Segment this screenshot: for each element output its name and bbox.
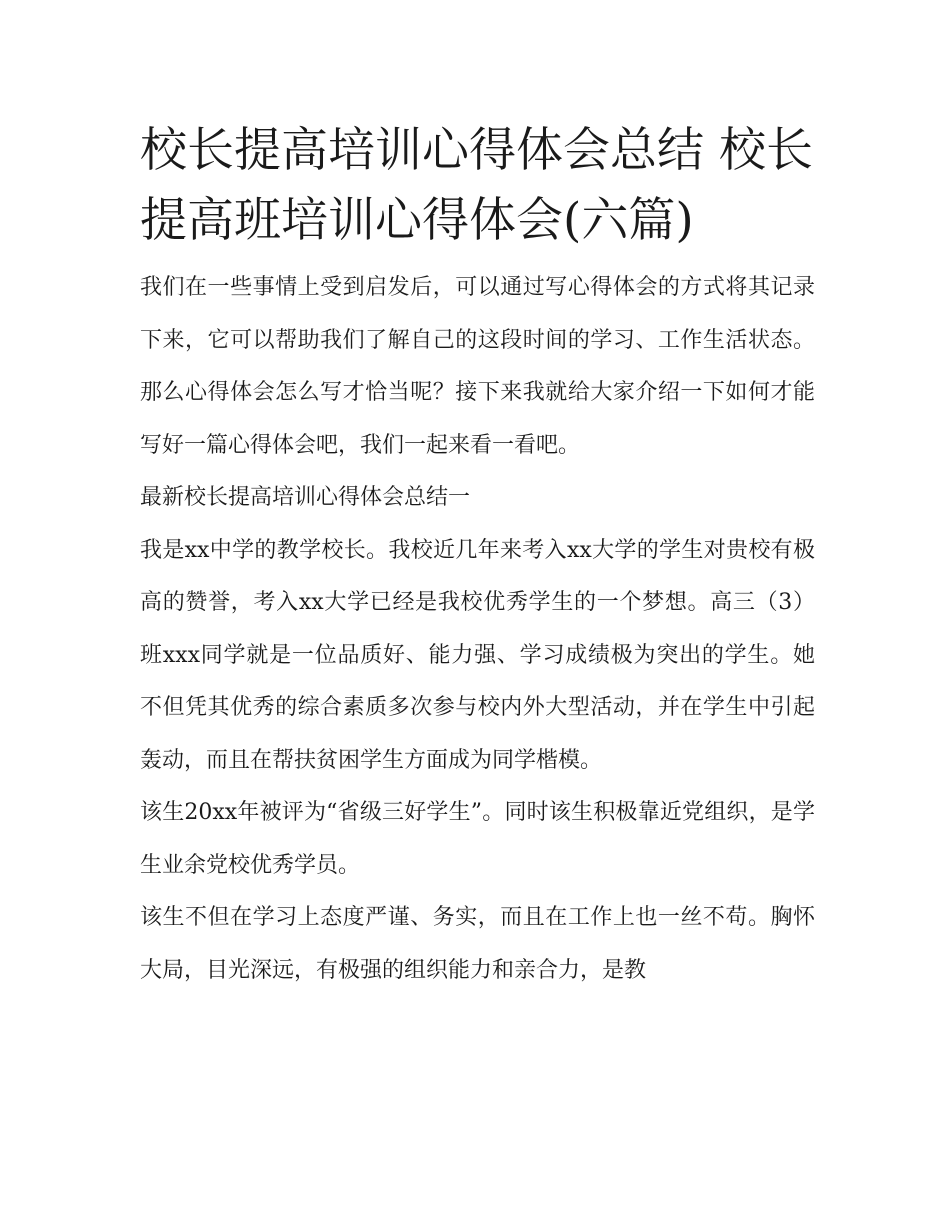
- body-paragraph: 我是xx中学的教学校长。我校近几年来考入xx大学的学生对贵校有极高的赞誉，考入xx大学已经是我校优秀学生的一个梦想。高三（3）班xxx同学就是一位品质好、能力强、学习成绩极为突出的学生。她不但凭其优秀的综合素质多次参与校内外大型活动，并在学生中引起轰动，而且在帮扶贫困学生方面成为同学楷模。: [140, 537, 815, 773]
- intro-paragraph: 我们在一些事情上受到启发后，可以通过写心得体会的方式将其记录下来，它可以帮助我们了解自己的这段时间的学习、工作生活状态。那么心得体会怎么写才恰当呢？接下来我就给大家介绍一下如何才能写好一篇心得体会吧，我们一起来看一看吧。: [140, 275, 815, 458]
- body-paragraph: 该生不但在学习上态度严谨、务实，而且在工作上也一丝不苟。胸怀大局，目光深远，有极强的组织能力和亲合力，是教: [140, 905, 815, 983]
- document-title: 校长提高培训心得体会总结 校长提高班培训心得体会(六篇): [140, 123, 813, 248]
- section-heading: 最新校长提高培训心得体会总结一: [140, 485, 471, 510]
- document-content: [140, 116, 815, 997]
- body-paragraph: 该生20xx年被评为“省级三好学生”。同时该生积极靠近党组织，是学生业余党校优秀学员。: [140, 800, 815, 878]
- document-body: [140, 262, 815, 997]
